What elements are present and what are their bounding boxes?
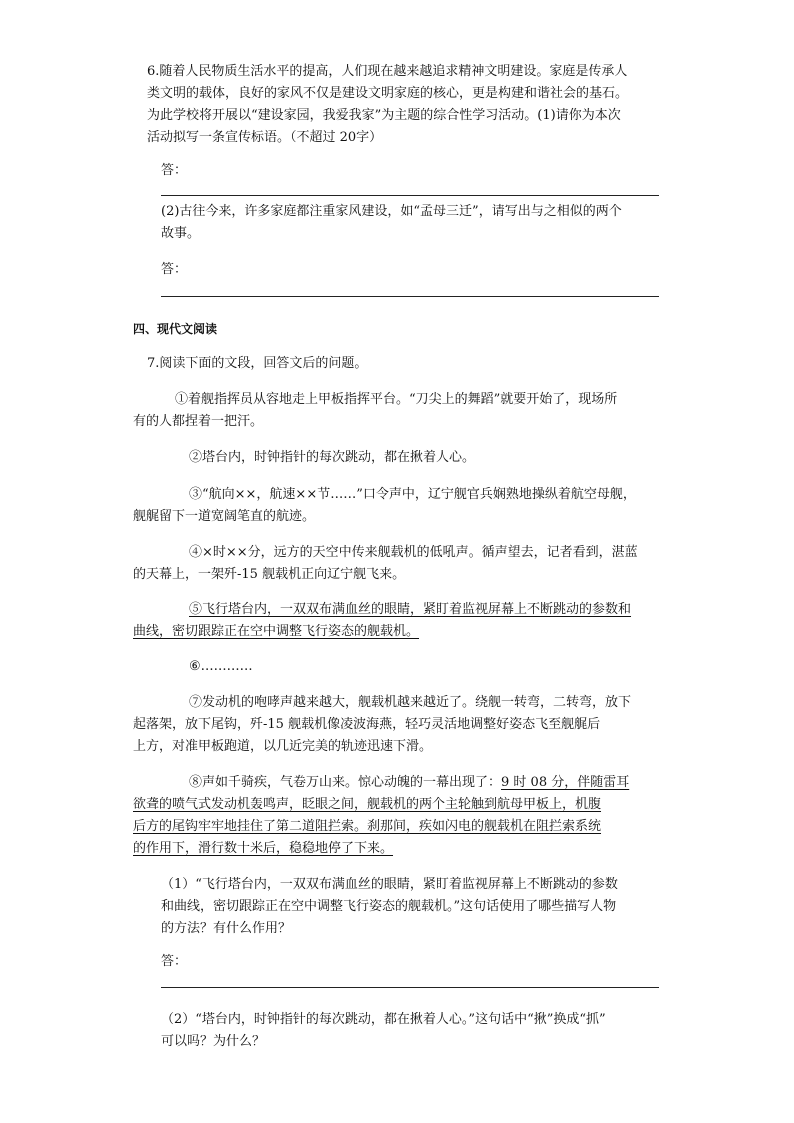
q6-part2-line: (2)古往今来，许多家庭都注重家风建设，如“孟母三迁”，请写出与之相似的两个 xyxy=(161,204,622,219)
sub-question-line: 和曲线，密切跟踪正在空中调整飞行姿态的舰载机。”这句话使用了哪些描写人物 xyxy=(161,899,617,914)
q6-part2 xyxy=(161,201,622,245)
paragraph-line: 的天幕上，一架歼-15 舰载机正向辽宁舰飞来。 xyxy=(133,567,406,582)
paragraph-5-underlined xyxy=(133,599,631,643)
q6-intro-line: 6.随着人民物质生活水平的提高，人们现在越来越追求精神文明建设。家庭是传承人 xyxy=(147,64,628,79)
paragraph-line: 舰艉留下一道宽阔笔直的航迹。 xyxy=(133,509,316,524)
paragraph-3 xyxy=(133,484,636,528)
paragraph-line: ④×时××分，远方的天空中传来舰载机的低吼声。循声望去，记者看到，湛蓝 xyxy=(189,545,638,560)
sub-question-1 xyxy=(161,874,618,940)
paragraph-7 xyxy=(133,692,631,758)
paragraph-line: 曲线，密切跟踪正在空中调整飞行姿态的舰载机。 xyxy=(133,624,420,639)
paragraph-line: 后方的尾钩牢牢地挂住了第二道阻拦索。刹那间，疾如闪电的舰载机在阻拦索系统 xyxy=(133,819,602,834)
paragraph-line: 有的人都捏着一把汗。 xyxy=(133,414,264,429)
paragraph-1 xyxy=(133,389,617,433)
paragraph-line-plain: ⑧声如千骑疾，气卷万山来。惊心动魄的一幕出现了： xyxy=(189,775,502,790)
q6-intro-line: 活动拟写一条宣传标语。（不超过 20字） xyxy=(147,130,383,145)
q7-instruction: 7.阅读下面的文段，回答文后的问题。 xyxy=(147,356,368,371)
paragraph-line: ③“航向××，航速××节……”口令声中，辽宁舰官兵娴熟地操纵着航空母舰， xyxy=(189,487,636,502)
sub-question-line: 的方法？有什么作用？ xyxy=(161,921,292,936)
q6-intro xyxy=(147,61,628,149)
answer-line xyxy=(161,987,659,988)
q6-intro-line: 为此学校将开展以“建设家园，我爱我家”为主题的综合性学习活动。(1)请你为本次 xyxy=(147,108,621,123)
sub-question-line: 可以吗？为什么？ xyxy=(161,1034,266,1049)
paragraph-line: ①着舰指挥员从容地走上甲板指挥平台。“刀尖上的舞蹈”就要开始了，现场所 xyxy=(175,392,618,407)
answer-label: 答： xyxy=(161,954,188,969)
paragraph-8 xyxy=(133,772,629,860)
sub-question-line: （1）“飞行塔台内，一双双布满血丝的眼睛，紧盯着监视屏幕上不断跳动的参数 xyxy=(161,877,618,892)
paragraph-line-underlined: 9 时 08 分，伴随雷耳 xyxy=(501,775,630,790)
paragraph-line: 的作用下，滑行数十米后，稳稳地停了下来。 xyxy=(133,841,394,856)
paragraph-4 xyxy=(133,542,638,586)
paragraph-2: ②塔台内，时钟指针的每次跳动，都在揪着人心。 xyxy=(189,450,476,465)
paragraph-line: 上方，对准甲板跑道，以几近完美的轨迹迅速下滑。 xyxy=(133,739,433,754)
sub-question-2 xyxy=(161,1009,606,1053)
answer-label: 答： xyxy=(161,262,188,277)
answer-line xyxy=(161,195,659,196)
paragraph-line: 欲聋的喷气式发动机轰鸣声，眨眼之间，舰载机的两个主轮触到航母甲板上，机腹 xyxy=(133,797,602,812)
q6-part2-line: 故事。 xyxy=(161,226,201,241)
section-title: 四、现代文阅读 xyxy=(133,322,218,336)
answer-label: 答： xyxy=(161,163,188,178)
paragraph-line: ⑤飞行塔台内，一双双布满血丝的眼睛，紧盯着监视屏幕上不断跳动的参数和 xyxy=(189,602,632,617)
paragraph-line: 起落架，放下尾钩，歼-15 舰载机像凌波海燕，轻巧灵活地调整好姿态飞至舰艉后 xyxy=(133,717,601,732)
paragraph-6: ⑥………… xyxy=(189,659,253,674)
answer-line xyxy=(161,296,659,297)
q6-intro-line: 类文明的载体，良好的家风不仅是建设文明家庭的核心，更是构建和谐社会的基石。 xyxy=(147,86,629,101)
sub-question-line: （2）“塔台内，时钟指针的每次跳动，都在揪着人心。”这句话中“揪”换成“抓” xyxy=(161,1012,606,1027)
paragraph-line: ⑦发动机的咆哮声越来越大，舰载机越来越近了。绕舰一转弯，二转弯，放下 xyxy=(189,695,632,710)
